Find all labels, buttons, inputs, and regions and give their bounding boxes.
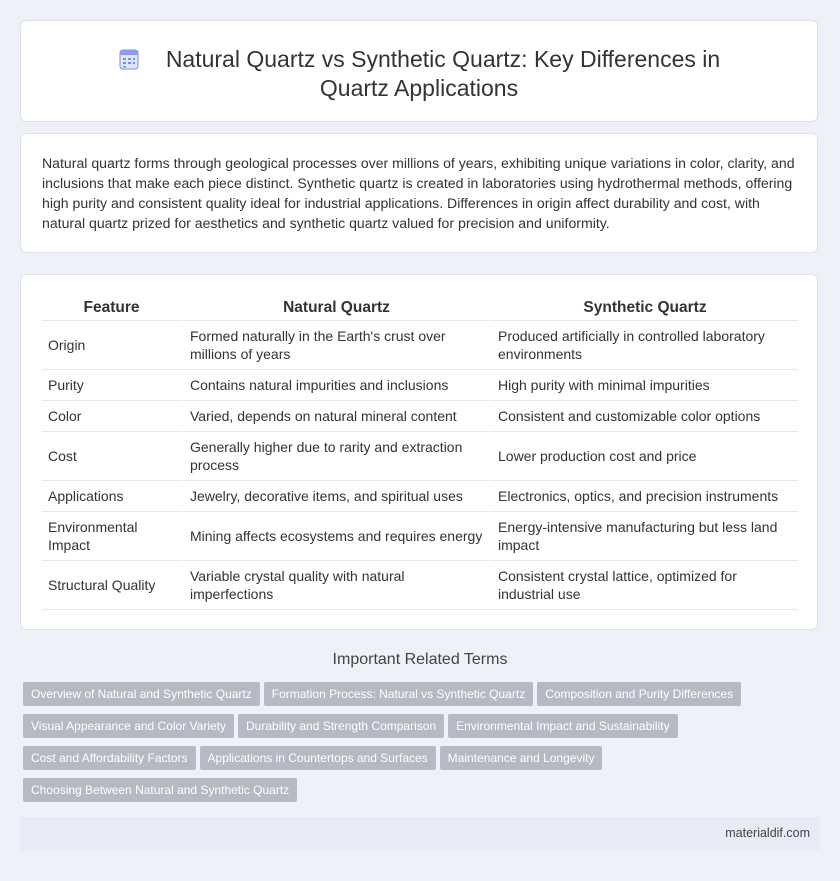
- header-natural: Natural Quartz: [181, 296, 489, 321]
- feature-cell: Color: [42, 401, 181, 432]
- synthetic-cell: High purity with minimal impurities: [489, 370, 798, 401]
- related-term-tag[interactable]: Applications in Countertops and Surfaces: [200, 746, 436, 770]
- comparison-table: [42, 296, 798, 610]
- table-row: [42, 481, 798, 512]
- feature-cell: Applications: [42, 481, 181, 512]
- synthetic-cell: Consistent crystal lattice, optimized for industrial use: [489, 561, 798, 610]
- header-feature: Feature: [42, 296, 181, 321]
- related-term-tag[interactable]: Composition and Purity Differences: [537, 682, 741, 706]
- table-row: [42, 321, 798, 370]
- natural-cell: Variable crystal quality with natural imperfections: [181, 561, 489, 610]
- header-synthetic: Synthetic Quartz: [489, 296, 798, 321]
- table-header-row: [42, 296, 798, 321]
- related-terms-heading: Important Related Terms: [332, 651, 508, 668]
- natural-cell: Varied, depends on natural mineral content: [181, 401, 489, 432]
- related-term-tag[interactable]: Cost and Affordability Factors: [23, 746, 196, 770]
- synthetic-cell: Electronics, optics, and precision instruments: [489, 481, 798, 512]
- synthetic-cell: Energy-intensive manufacturing but less land impact: [489, 512, 798, 561]
- feature-cell: Structural Quality: [42, 561, 181, 610]
- intro-card: [20, 133, 818, 253]
- synthetic-cell: Lower production cost and price: [489, 432, 798, 481]
- related-term-tag[interactable]: Maintenance and Longevity: [440, 746, 603, 770]
- natural-cell: Jewelry, decorative items, and spiritual uses: [181, 481, 489, 512]
- natural-cell: Generally higher due to rarity and extraction process: [181, 432, 489, 481]
- table-row: [42, 370, 798, 401]
- synthetic-cell: Consistent and customizable color options: [489, 401, 798, 432]
- feature-cell: Environmental Impact: [42, 512, 181, 561]
- feature-cell: Purity: [42, 370, 181, 401]
- page-title: Natural Quartz vs Synthetic Quartz: Key Differences in Quartz Applications: [165, 46, 721, 101]
- table-row: [42, 401, 798, 432]
- related-term-tag[interactable]: Choosing Between Natural and Synthetic Quartz: [23, 778, 297, 802]
- related-terms-list: [23, 682, 803, 810]
- natural-cell: Formed naturally in the Earth's crust over millions of years: [181, 321, 489, 370]
- natural-cell: Mining affects ecosystems and requires energy: [181, 512, 489, 561]
- synthetic-cell: Produced artificially in controlled laboratory environments: [489, 321, 798, 370]
- footer-site-link[interactable]: materialdif.com: [725, 826, 810, 840]
- related-term-tag[interactable]: Durability and Strength Comparison: [238, 714, 444, 738]
- related-term-tag[interactable]: Formation Process: Natural vs Synthetic Quartz: [264, 682, 533, 706]
- intro-paragraph: Natural quartz forms through geological processes over millions of years, exhibiting unique variations in color, clarity, and inclusions that make each piece distinct. Synthetic quartz is created in laboratories using hydrothermal methods, offering high purity and consistent quality ideal for industrial applications. Differences in origin affect durability and cost, with natural quartz prized for aesthetics and synthetic quartz valued for precision and uniformity.: [42, 155, 795, 231]
- natural-cell: Contains natural impurities and inclusions: [181, 370, 489, 401]
- related-term-tag[interactable]: Visual Appearance and Color Variety: [23, 714, 234, 738]
- footer: [20, 817, 820, 850]
- document-icon: [118, 48, 140, 70]
- table-row: [42, 432, 798, 481]
- page-title-block: [21, 45, 817, 103]
- feature-cell: Origin: [42, 321, 181, 370]
- table-row: [42, 512, 798, 561]
- feature-cell: Cost: [42, 432, 181, 481]
- comparison-card: [20, 274, 818, 630]
- related-term-tag[interactable]: Environmental Impact and Sustainability: [448, 714, 677, 738]
- related-term-tag[interactable]: Overview of Natural and Synthetic Quartz: [23, 682, 260, 706]
- title-card: [20, 20, 818, 122]
- table-row: [42, 561, 798, 610]
